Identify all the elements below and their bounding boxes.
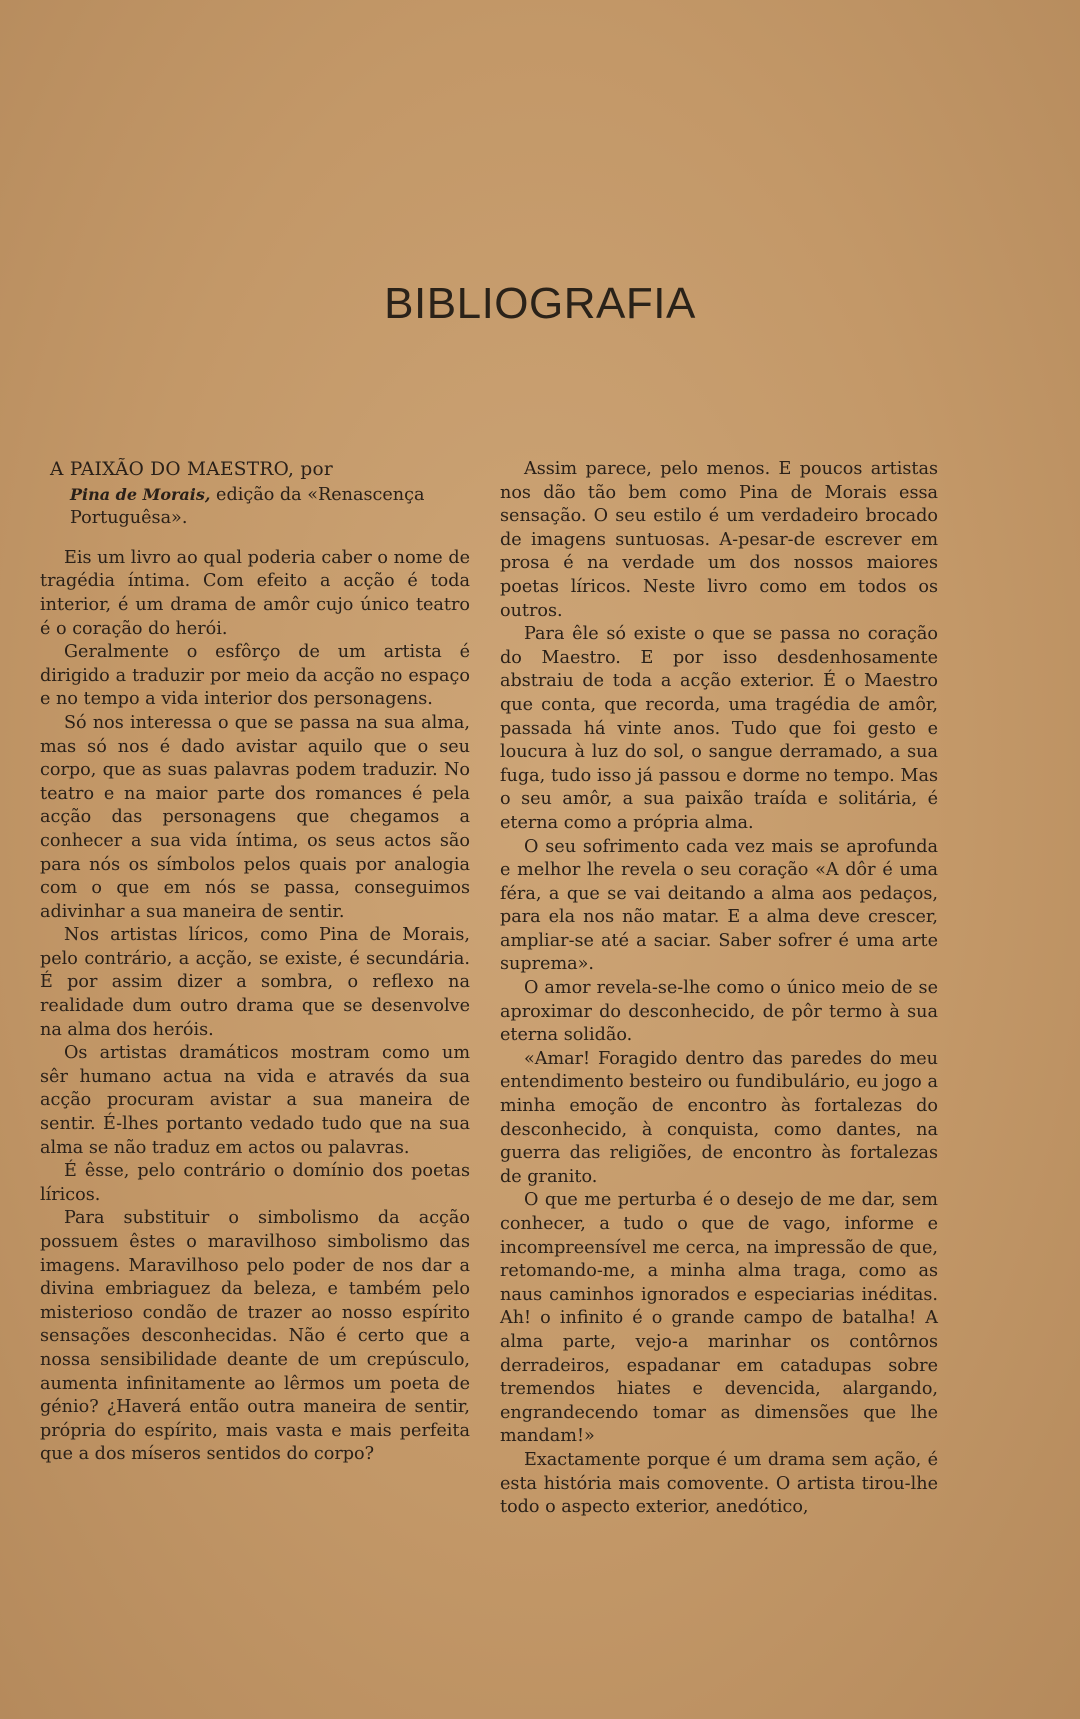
entry-heading [40,458,470,531]
paragraph: É êsse, pelo contrário o domínio dos poetas líricos. [40,1161,470,1205]
paragraph: Só nos interessa o que se passa na sua alma, mas só nos é dado avistar aquilo que o seu corpo, que as suas palavras podem traduzir. No teatro e na maior parte dos romances é pela acção das personagens que chegamos a conhecer a sua vida íntima, os seus actos são para nós os símbolos pelos quais por analogia com o que em nós se passa, conseguimos adivinhar a sua maneira de sentir. [40,712,470,922]
paragraph: Os artistas dramáticos mostram como um sêr humano actua na vida e através da sua acção procuram avistar a sua maneira de sentir. É-lhes portanto vedado tudo que na sua alma se não traduz em actos ou palavras. [40,1043,470,1158]
paragraph: Exactamente porque é um drama sem ação, é esta história mais comovente. O artista tirou-lhe todo o aspecto exterior, anedótico, [500,1449,938,1518]
right-column [500,458,938,1520]
paragraph: Para substituir o simbolismo da acção possuem êstes o maravilhoso simbolismo das imagens. Maravilhoso pelo poder de nos dar a divina embriaguez da beleza, e também pelo misterioso condão de trazer ao nosso espírito sensações desconhecidas. Não é certo que a nossa sensibilidade deante de um crepúsculo, aumenta infinitamente ao lêrmos um poeta de génio? ¿Haverá então outra maneira de sentir, própria do espírito, mais vasta e mais perfeita que a dos míseros sentidos do corpo? [40,1208,470,1465]
paragraph: Eis um livro ao qual poderia caber o nome de tragédia íntima. Com efeito a acção é toda interior, é um drama de amôr cujo único teatro é o coração do herói. [40,547,470,639]
book-title: A PAIXÃO DO MAESTRO, por [50,459,334,480]
paragraph: «Amar! Foragido dentro das paredes do meu entendimento besteiro ou fundibulário, eu jogo a minha emoção de encontro às fortalezas do desconhecido, à conquista, como dantes, na guerra das religiões, de encontro às fortalezas de granito. [500,1048,938,1187]
paragraph: Nos artistas líricos, como Pina de Morais, pelo contrário, a acção, se existe, é secundária. É por assim dizer a sombra, o reflexo na realidade dum outro drama que se desenvolve na alma dos heróis. [40,925,470,1040]
page-title: BIBLIOGRAFIA [384,279,696,329]
paragraph: Geralmente o esfôrço de um artista é dirigido a traduzir por meio da acção no espaço e no tempo a vida interior dos personagens. [40,642,470,710]
paragraph: O amor revela-se-lhe como o único meio de se aproximar do desconhecido, de pôr termo à sua eterna solidão. [500,978,938,1046]
book-author: Pina de Morais, [70,484,211,504]
paragraph: Assim parece, pelo menos. E poucos artistas nos dão tão bem como Pina de Morais essa sensação. O seu estilo é um verdadeiro brocado de imagens suntuosas. A-pesar-de escrever em prosa é na verdade um dos nossos maiores poetas líricos. Neste livro como em todos os outros. [500,459,938,621]
paragraph: O que me perturba é o desejo de me dar, sem conhecer, a tudo o que de vago, informe e incompreensível me cerca, na impressão de que, retomando-me, a minha alma traga, como as naus caminhos ignorados e especiarias inéditas. Ah! o infinito é o grande campo de batalha! A alma parte, vejo-a marinhar os contôrnos derradeiros, espadanar em catadupas sobre tremendos hiates e devencida, alargando, engrandecendo tomar as dimensões que lhe mandam!» [500,1190,938,1447]
book-publisher: edição da «Renascença Portuguêsa». [70,484,425,529]
left-column [40,458,470,1467]
paragraph: O seu sofrimento cada vez mais se aprofunda e melhor lhe revela o seu coração «A dôr é uma féra, a que se vai deitando a alma aos pedaços, para ela nos não matar. E a alma deve crescer, ampliar-se até a saciar. Saber sofrer é uma arte suprema». [500,836,938,975]
paragraph: Para êle só existe o que se passa no coração do Maestro. E por isso desdenhosamente abstraiu de toda a acção exterior. É o Maestro que conta, que recorda, uma tragédia de amôr, passada há vinte anos. Tudo que foi gesto e loucura à luz do sol, o sangue derramado, a sua fuga, tudo isso já passou e dorme no tempo. Mas o seu amôr, a sua paixão traída e solitária, é eterna como a própria alma. [500,624,938,833]
